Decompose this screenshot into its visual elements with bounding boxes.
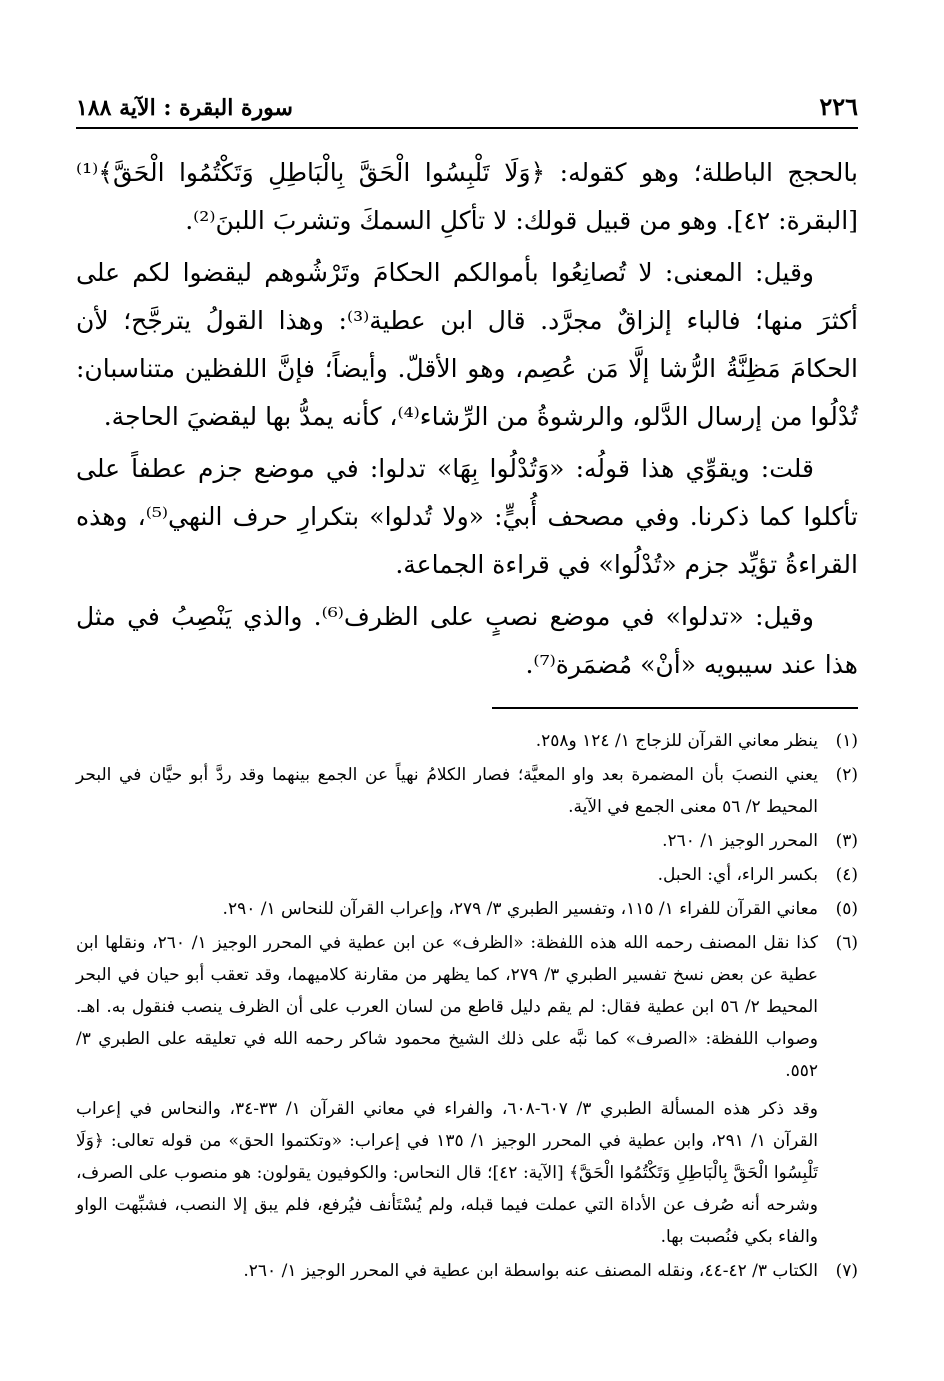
running-header: [76, 92, 858, 129]
footnote-number: (٣): [835, 831, 858, 851]
footnote-number: (١): [835, 731, 858, 751]
footnote-text: ينظر معاني القرآن للزجاج ١/ ١٢٤ و٢٥٨.: [535, 731, 818, 751]
footnote-text: وقد ذكر هذه المسألة الطبري ٣/ ٦٠٧-٦٠٨، والفراء في معاني القرآن ١/ ٣٣-٣٤، والنحاس في إعراب القرآن ١/ ٢٩١، وابن عطية في المحرر الوجيز ١/ ١٣٥ في إعراب: «وتكتموا الحق» من قوله تعالى: ﴿وَلَا تَلْبِسُوا الْحَقَّ بِالْبَاطِلِ وَتَكْتُمُوا الْحَقَّ﴾ [الآية: ٤٢]؛ قال النحاس: والكوفيون يقولون: هو منصوب على الصرف، وشرحه أنه صُرف عن الأداة التي عملت فيما قبله، ولم يُسْتَأنف فيُرفع، فلم يبق إلا النصب، فشبِّهت الواو والفاء بكي فنُصبت بها.: [76, 1099, 818, 1247]
footnote-number: (٥): [835, 899, 858, 919]
footnote: [76, 859, 858, 891]
footnote-text: يعني النصبَ بأن المضمرة بعد واو المعيَّة؛ فصار الكلامُ نهياً عن الجمع بينهما وقد ردَّ أبو حيَّان في البحر المحيط ٢/ ٥٦ معنى الجمع في الآية.: [76, 765, 818, 817]
footnote-number: (٤): [835, 865, 858, 885]
paragraph: وقيل: المعنى: لا تُصانِعُوا بأموالكم الحكامَ وتَرْشُوهم ليقضوا لكم على أكثرَ منها؛ فالباء إلزاقٌ مجرَّد. قال ابن عطية⁽³⁾: وهذا القولُ يترجَّح؛ لأن الحكامَ مَظِنَّةُ الرُّشا إلَّا مَن عُصِم، وهو الأقلّ. وأيضاً؛ فإنَّ اللفظين متناسبان: تُدْلُوا من إرسال الدَّلو، والرشوةُ من الرِّشاء⁽⁴⁾، كأنه يمدُّ بها ليقضيَ الحاجة.: [76, 258, 859, 431]
footnote-text: كذا نقل المصنف رحمه الله هذه اللفظة: «الظرف» عن ابن عطية في المحرر الوجيز ١/ ٢٦٠، ونقلها ابن عطية عن بعض نسخ تفسير الطبري ٣/ ٢٧٩، كما يظهر من مقارنة كلاميهما، وقد تعقب أبو حيان في البحر المحيط ٢/ ٥٦ ابن عطية فقال: لم يقم دليل قاطع من لسان العرب على أن الظرف ينصب فنقول به. اهـ. وصواب اللفظة: «الصرف» كما نبَّه على ذلك الشيخ محمود شاكر رحمه الله في تعليقه على الطبري ٣/ ٥٥٢.: [76, 933, 819, 1081]
footnotes: [76, 725, 858, 1287]
footnote-text: المحرر الوجيز ١/ ٢٦٠.: [662, 831, 818, 851]
footnote-divider: [492, 707, 858, 709]
footnote: [76, 759, 858, 823]
footnote: [76, 893, 858, 925]
main-text: [76, 149, 858, 689]
footnote-text: معاني القرآن للفراء ١/ ١١٥، وتفسير الطبري ٣/ ٢٧٩، وإعراب القرآن للنحاس ١/ ٢٩٠.: [222, 899, 818, 919]
paragraph: وقيل: «تدلوا» في موضع نصبٍ على الظرف⁽⁶⁾. والذي يَنْصِبُ في مثل هذا عند سيبويه «أنْ» مُضمَرة⁽⁷⁾.: [76, 602, 858, 679]
footnote-text: بكسر الراء، أي: الحبل.: [657, 865, 818, 885]
footnote-number: (٢): [835, 765, 858, 785]
page-number: ٢٢٦: [819, 92, 858, 121]
footnote-number: (٧): [835, 1261, 858, 1281]
footnote: [76, 927, 858, 1253]
surah-title: سورة البقرة : الآية ١٨٨: [76, 95, 293, 121]
footnote: [76, 1255, 858, 1287]
paragraph: بالحجج الباطلة؛ وهو كقوله: ﴿وَلَا تَلْبِسُوا الْحَقَّ بِالْبَاطِلِ وَتَكْتُمُوا الْحَقَّ﴾⁽¹⁾ [البقرة: ٤٢]. وهو من قبيل قولك: لا تأكلِ السمكَ وتشربَ اللبنَ⁽²⁾.: [76, 158, 858, 235]
footnote: [76, 825, 858, 857]
footnote-number: (٦): [835, 933, 858, 953]
footnote: [76, 725, 858, 757]
paragraph: قلت: ويقوِّي هذا قولُه: «وَتُدْلُوا بِهَا» تدلوا: في موضع جزم عطفاً على تأكلوا كما ذكرنا. وفي مصحف أُبيٍّ: «ولا تُدلوا» بتكرارِ حرف النهي⁽⁵⁾، وهذه القراءةُ تؤيِّد جزم «تُدْلُوا» في قراءة الجماعة.: [76, 454, 858, 579]
footnote-text: الكتاب ٣/ ٤٢-٤٤، ونقله المصنف عنه بواسطة ابن عطية في المحرر الوجيز ١/ ٢٦٠.: [243, 1261, 818, 1281]
